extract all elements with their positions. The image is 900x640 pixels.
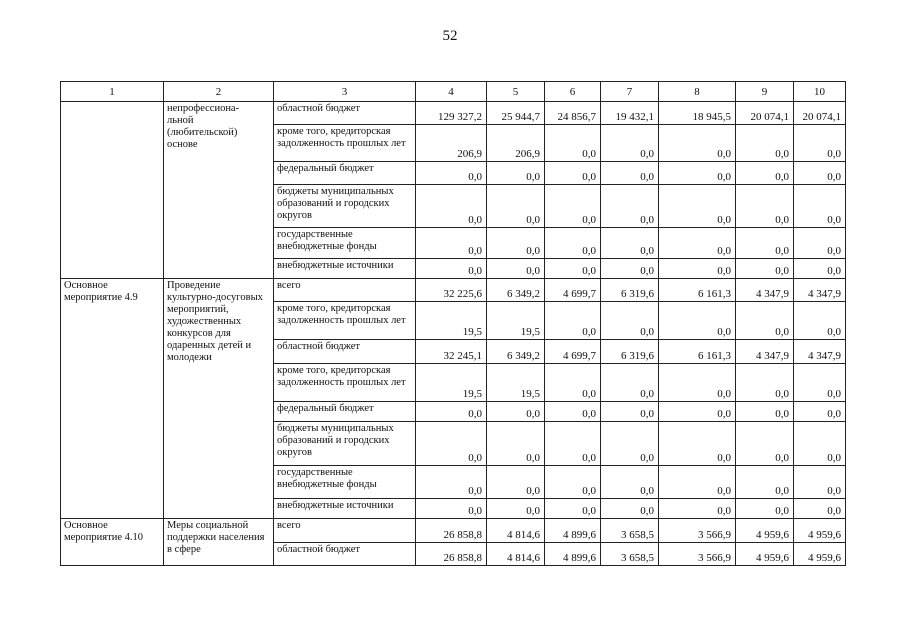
column-header: 4 <box>416 82 487 102</box>
value-cell: 0,0 <box>601 162 659 185</box>
funding-source-cell: областной бюджет <box>274 340 416 364</box>
value-cell: 0,0 <box>601 422 659 466</box>
value-cell: 0,0 <box>736 466 794 499</box>
value-cell: 0,0 <box>487 185 545 228</box>
value-cell: 4 959,6 <box>736 519 794 543</box>
value-cell: 26 858,8 <box>416 519 487 543</box>
value-cell: 129 327,2 <box>416 102 487 125</box>
value-cell: 0,0 <box>416 499 487 519</box>
table-header <box>61 82 846 102</box>
value-cell: 0,0 <box>601 466 659 499</box>
event-name-cell: непрофессиона- льной (любительской) основе <box>164 102 274 279</box>
column-header: 2 <box>164 82 274 102</box>
column-header: 1 <box>61 82 164 102</box>
value-cell: 0,0 <box>736 162 794 185</box>
value-cell: 0,0 <box>794 402 846 422</box>
value-cell: 6 349,2 <box>487 279 545 302</box>
event-name-cell: Проведение культурно-досуговых мероприятий, художественных конкурсов для одаренных детей и молодежи <box>164 279 274 519</box>
value-cell: 0,0 <box>601 364 659 402</box>
value-cell: 0,0 <box>794 162 846 185</box>
value-cell: 3 566,9 <box>659 543 736 566</box>
value-cell: 4 699,7 <box>545 279 601 302</box>
table-row <box>61 279 846 302</box>
value-cell: 0,0 <box>601 228 659 259</box>
funding-source-cell: внебюджетные источники <box>274 259 416 279</box>
value-cell: 4 699,7 <box>545 340 601 364</box>
value-cell: 26 858,8 <box>416 543 487 566</box>
value-cell: 0,0 <box>545 259 601 279</box>
value-cell: 0,0 <box>659 499 736 519</box>
value-cell: 3 658,5 <box>601 519 659 543</box>
value-cell: 19,5 <box>416 302 487 340</box>
value-cell: 0,0 <box>545 302 601 340</box>
value-cell: 4 959,6 <box>794 543 846 566</box>
value-cell: 0,0 <box>601 499 659 519</box>
value-cell: 0,0 <box>487 466 545 499</box>
value-cell: 0,0 <box>794 466 846 499</box>
column-header: 5 <box>487 82 545 102</box>
value-cell: 6 319,6 <box>601 340 659 364</box>
value-cell: 4 814,6 <box>487 519 545 543</box>
value-cell: 0,0 <box>545 402 601 422</box>
value-cell: 0,0 <box>794 302 846 340</box>
value-cell: 0,0 <box>416 259 487 279</box>
value-cell: 0,0 <box>416 466 487 499</box>
value-cell: 0,0 <box>736 185 794 228</box>
funding-source-cell: бюджеты муниципальных образований и городских округов <box>274 422 416 466</box>
value-cell: 0,0 <box>545 422 601 466</box>
value-cell: 0,0 <box>659 466 736 499</box>
funding-source-cell: бюджеты муниципальных образований и городских округов <box>274 185 416 228</box>
value-cell: 0,0 <box>794 364 846 402</box>
value-cell: 0,0 <box>794 228 846 259</box>
value-cell: 0,0 <box>659 364 736 402</box>
value-cell: 0,0 <box>416 228 487 259</box>
funding-source-cell: федеральный бюджет <box>274 162 416 185</box>
value-cell: 0,0 <box>545 466 601 499</box>
value-cell: 24 856,7 <box>545 102 601 125</box>
table-body <box>61 102 846 566</box>
value-cell: 4 347,9 <box>794 340 846 364</box>
value-cell: 0,0 <box>601 185 659 228</box>
column-header: 6 <box>545 82 601 102</box>
value-cell: 6 349,2 <box>487 340 545 364</box>
value-cell: 0,0 <box>416 402 487 422</box>
funding-source-cell: внебюджетные источники <box>274 499 416 519</box>
value-cell: 19,5 <box>487 364 545 402</box>
value-cell: 0,0 <box>545 185 601 228</box>
value-cell: 0,0 <box>794 499 846 519</box>
value-cell: 0,0 <box>794 422 846 466</box>
value-cell: 0,0 <box>794 185 846 228</box>
value-cell: 4 959,6 <box>736 543 794 566</box>
value-cell: 3 566,9 <box>659 519 736 543</box>
page-number: 52 <box>442 28 458 44</box>
value-cell: 0,0 <box>736 228 794 259</box>
event-cell <box>61 102 164 279</box>
value-cell: 4 347,9 <box>794 279 846 302</box>
value-cell: 25 944,7 <box>487 102 545 125</box>
value-cell: 0,0 <box>545 499 601 519</box>
value-cell: 19,5 <box>487 302 545 340</box>
column-header: 8 <box>659 82 736 102</box>
column-header: 7 <box>601 82 659 102</box>
budget-table <box>60 81 846 566</box>
value-cell: 0,0 <box>736 125 794 162</box>
value-cell: 4 347,9 <box>736 340 794 364</box>
funding-source-cell: кроме того, кредиторская задолженность прошлых лет <box>274 364 416 402</box>
value-cell: 6 161,3 <box>659 340 736 364</box>
value-cell: 0,0 <box>545 228 601 259</box>
funding-source-cell: областной бюджет <box>274 102 416 125</box>
value-cell: 0,0 <box>545 364 601 402</box>
value-cell: 0,0 <box>736 259 794 279</box>
funding-source-cell: государственные внебюджетные фонды <box>274 228 416 259</box>
value-cell: 20 074,1 <box>794 102 846 125</box>
funding-source-cell: областной бюджет <box>274 543 416 566</box>
value-cell: 0,0 <box>736 499 794 519</box>
value-cell: 4 347,9 <box>736 279 794 302</box>
column-header: 10 <box>794 82 846 102</box>
value-cell: 4 959,6 <box>794 519 846 543</box>
value-cell: 0,0 <box>659 422 736 466</box>
value-cell: 0,0 <box>659 185 736 228</box>
value-cell: 206,9 <box>487 125 545 162</box>
funding-source-cell: кроме того, кредиторская задолженность прошлых лет <box>274 302 416 340</box>
value-cell: 206,9 <box>416 125 487 162</box>
value-cell: 6 319,6 <box>601 279 659 302</box>
value-cell: 0,0 <box>487 402 545 422</box>
value-cell: 4 899,6 <box>545 543 601 566</box>
value-cell: 0,0 <box>659 228 736 259</box>
value-cell: 0,0 <box>736 302 794 340</box>
funding-source-cell: федеральный бюджет <box>274 402 416 422</box>
value-cell: 0,0 <box>601 259 659 279</box>
value-cell: 0,0 <box>601 302 659 340</box>
value-cell: 0,0 <box>601 125 659 162</box>
value-cell: 0,0 <box>416 162 487 185</box>
value-cell: 0,0 <box>794 259 846 279</box>
value-cell: 0,0 <box>659 125 736 162</box>
value-cell: 0,0 <box>659 402 736 422</box>
value-cell: 0,0 <box>736 402 794 422</box>
event-cell: Основное мероприятие 4.9 <box>61 279 164 519</box>
value-cell: 4 814,6 <box>487 543 545 566</box>
value-cell: 0,0 <box>416 185 487 228</box>
value-cell: 32 245,1 <box>416 340 487 364</box>
funding-source-cell: государственные внебюджетные фонды <box>274 466 416 499</box>
value-cell: 32 225,6 <box>416 279 487 302</box>
value-cell: 0,0 <box>794 125 846 162</box>
column-header: 3 <box>274 82 416 102</box>
funding-source-cell: всего <box>274 279 416 302</box>
value-cell: 20 074,1 <box>736 102 794 125</box>
funding-source-cell: всего <box>274 519 416 543</box>
column-header: 9 <box>736 82 794 102</box>
value-cell: 3 658,5 <box>601 543 659 566</box>
value-cell: 4 899,6 <box>545 519 601 543</box>
table-row <box>61 519 846 543</box>
value-cell: 0,0 <box>545 125 601 162</box>
value-cell: 0,0 <box>487 162 545 185</box>
value-cell: 0,0 <box>487 259 545 279</box>
value-cell: 0,0 <box>659 259 736 279</box>
value-cell: 19 432,1 <box>601 102 659 125</box>
table-row <box>61 102 846 125</box>
value-cell: 0,0 <box>659 302 736 340</box>
value-cell: 0,0 <box>487 228 545 259</box>
value-cell: 0,0 <box>487 499 545 519</box>
value-cell: 0,0 <box>487 422 545 466</box>
value-cell: 0,0 <box>659 162 736 185</box>
value-cell: 0,0 <box>545 162 601 185</box>
event-name-cell: Меры социальной поддержки населения в сфере <box>164 519 274 566</box>
value-cell: 0,0 <box>736 422 794 466</box>
funding-source-cell: кроме того, кредиторская задолженность прошлых лет <box>274 125 416 162</box>
value-cell: 18 945,5 <box>659 102 736 125</box>
value-cell: 6 161,3 <box>659 279 736 302</box>
value-cell: 0,0 <box>416 422 487 466</box>
value-cell: 19,5 <box>416 364 487 402</box>
event-cell: Основное мероприятие 4.10 <box>61 519 164 566</box>
value-cell: 0,0 <box>601 402 659 422</box>
value-cell: 0,0 <box>736 364 794 402</box>
